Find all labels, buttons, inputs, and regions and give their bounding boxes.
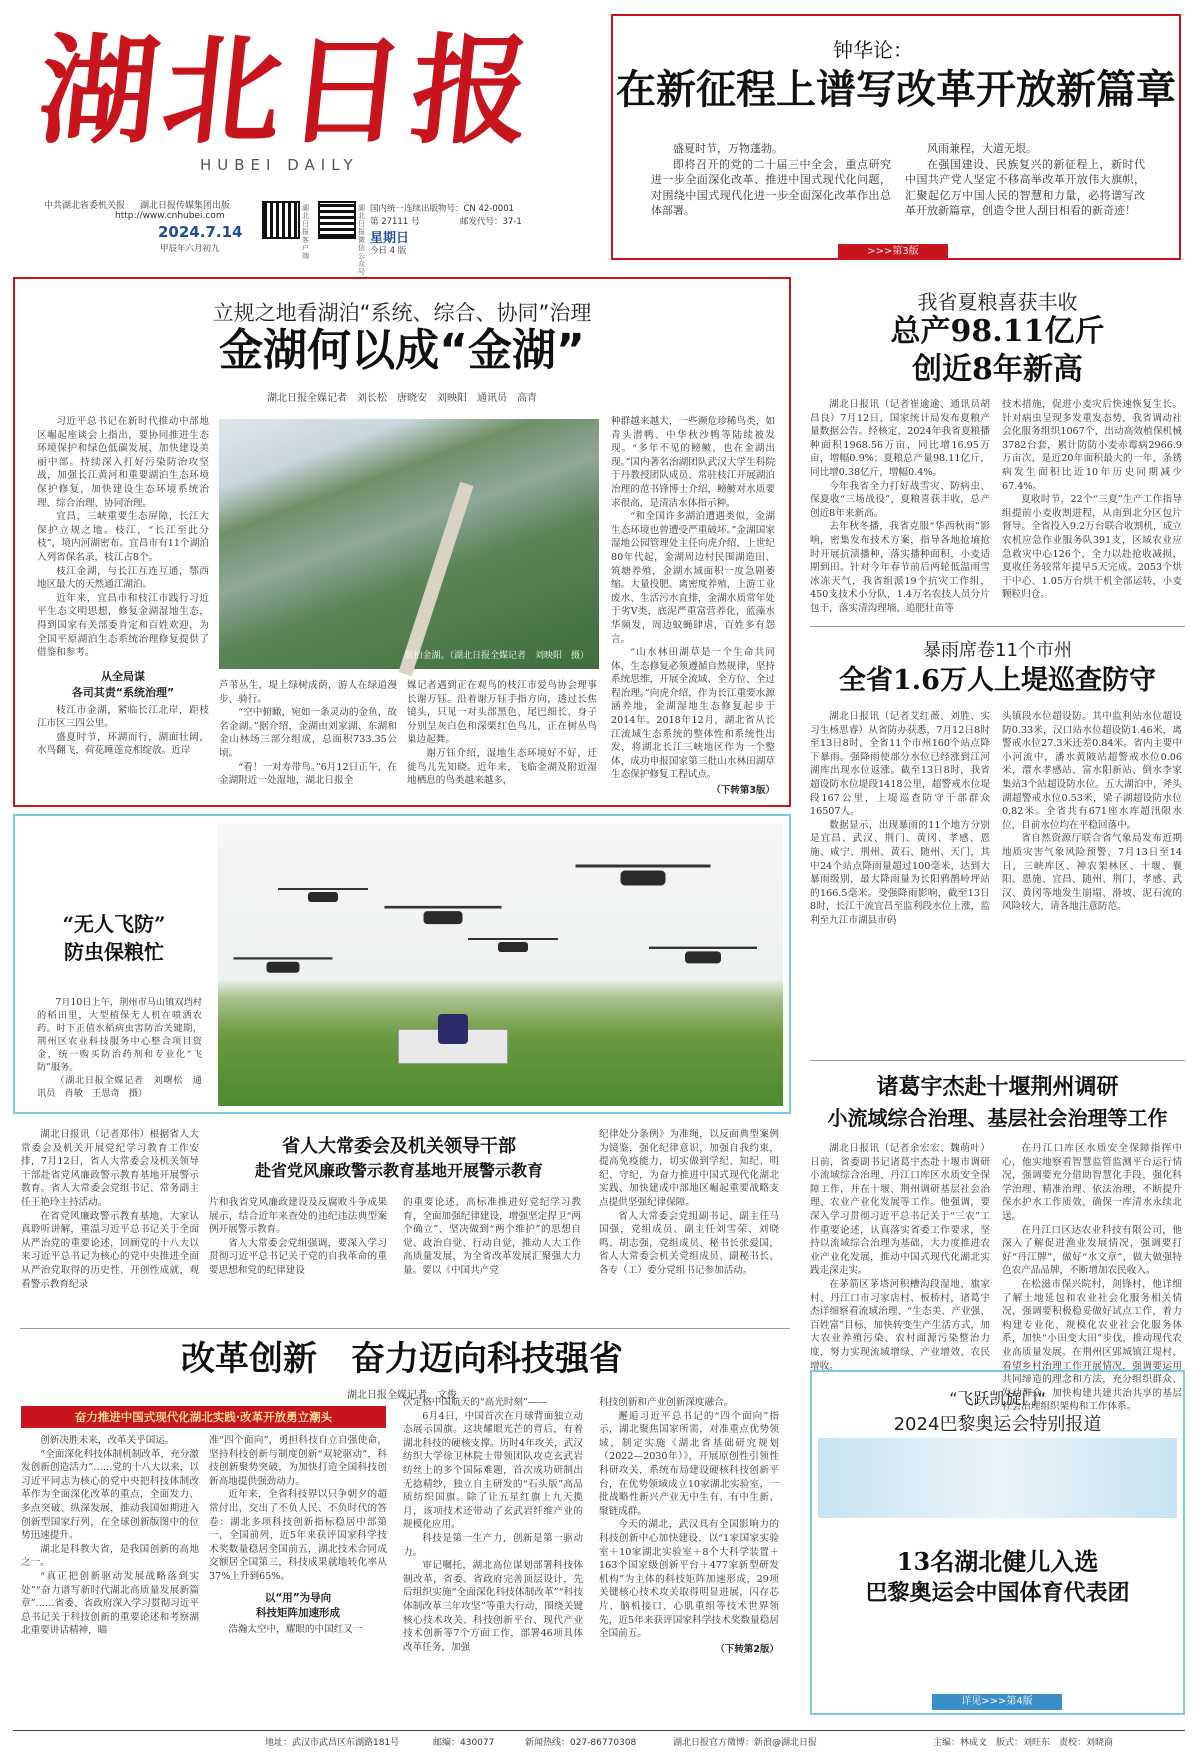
divider-npc-reform [20,1328,790,1329]
footer-editors: 主编：林成文 版式：刘旺东 责校：刘晓商 [933,1738,1114,1748]
lead-section-title: 各司其责“系统治理” [71,685,175,699]
lead-col1b-p1: 枝江市金湖，紧临长江北岸，距枝江市区三四公里。 [37,704,209,730]
divider-flood-zhuge [810,1060,1185,1061]
footer-weibo[interactable]: 湖北日报官方微博：新浪@湖北日报 [673,1738,818,1748]
reform-section-title: 科技矩阵加速形成 [256,1606,340,1619]
qr-label-app: 湖北日报客户端 [302,204,309,260]
lead-col4-p2: “和全国许多湖泊遭遇类似，金湖生态环境也曾遭受严重破坏。”金湖国家湿地公园管理处主任向虎介绍，上世纪80年代起，金湖周边村民围湖造田、筑塘养殖，金湖水域面积一度急剧萎缩。大量投肥、离密度养殖，上游工业废水、生活污水直排，金湖水质常年处于劣Ⅴ类，底泥严重富营养化，蓝藻水华频发，周边蚊蝇肆虐，百姓多有怨言。 [611,511,775,645]
lead-col2 [219,679,397,788]
grain-col1-p1: 湖北日报讯（记者崔逾逾、通讯员胡昌良）7月12日，国家统计局发布夏粮产量数据公告。经核定，2024年我省夏粮播种面积1968.56万亩，同比增16.95万亩，增幅0.9%；夏粮总产量98.11亿斤，同比增0.38亿斤，增幅0.4%。 [810,399,990,478]
reform-story [13,1334,791,1724]
flood-col2 [1002,710,1182,972]
reform-section-kicker: 以“用”为导向 [264,1591,332,1604]
npc-col1-p1: 湖北日报讯（记者郑伟）根据省人大常委会及机关开展党纪学习教育工作安排，7月12日，省人大常委会及机关领导干部赴省党风廉政警示教育基地开展警示教育。省人大常委会党组书记、常务副主任王艳玲主持活动。 [21,1129,199,1208]
zhuge-col1-p2: 在茅箭区茅塔河积槽沟段湿地、旗家村、丹江口市习家店村、板桥村，诸葛宇杰详细察看流域治理、“生态美、产业强、百姓富”目标，加快转变生产生活方式，加大农业养殖污染、农村面源污染整治力度，努力实现流域增绿、产业增效、农民增收。 [810,1278,990,1372]
grain-col1-p3: 去年秋冬播，我省克服“华西秋雨”影响，密集发布技术方案，指导各地抢墒抢时开展抗渍播种，落实播种面积，小麦适期到田。针对今年春节前后两轮低温雨雪冰冻天气，我省组派19个抗灾工作组，450支技术小分队，1.4万名农技人员分片包干，落实清沟理墒、追肥壮苗等 [810,521,990,614]
masthead-logo: 湖北日报 [32,21,544,160]
lead-section-kicker: 从全局谋 [101,669,145,683]
qr-code-wechat[interactable] [318,201,356,239]
npc-col3-p1: 的重要论述，高标准推进好党纪学习教育，全面加强纪律建设，增强坚定捍卫“两个确立”、坚决做到“两个维护”的思想自觉、政治自觉、行动自觉，推动人大工作高质量发展，为全省改革发展汇聚强大力量。要以《中国共产党 [403,1197,581,1276]
grain-story [810,286,1185,621]
reform-col1-p2: “全面深化科技体制机制改革，充分激发创新创造活力”……党的十八大以来，以习近平同志为核心的党中央把科技体制改革作为全面深化改革的重点，全面发力、多点突破、纵深发展，推动我国如期进入创新型国家行列，在全球创新版图中的位势迅速提升。 [21,1448,199,1542]
olympics-kicker1: “飞跃凯旋门” [949,1389,1046,1408]
drone-title2: 防虫保粮忙 [64,940,164,964]
drone-3 [385,901,502,930]
flood-col2-p2: 省自然资源厅联合省气象局发布近期地质灾害气象风险预警，7月13日至14日，三峡库区、神农架林区、十堰、襄阳、恩施、宜昌、随州、荆门、孝感、武汉、黄冈等地发生崩塌、滑坡、泥石流的风险较大，请各地注意防范。 [1002,833,1182,913]
lead-jump[interactable]: （下转第3版） [711,785,775,797]
reform-banner: 奋力推进中国式现代化湖北实践·改革开放勇立潮头 [21,1406,386,1428]
grain-col2 [1002,398,1182,618]
olympics-photo[interactable] [818,1438,1177,1518]
reform-col2-p1: 准“四个面向”，勇担科技自立自强使命，坚持科技创新与制度创新“双轮驱动”，科技创新聚势突破，为加快打造全国科技创新高地提供强劲动力。 [209,1435,387,1487]
reform-col2 [209,1434,387,1716]
reform-col1 [21,1434,199,1716]
drone-caption [37,996,202,1100]
npc-col2-p2: 省人大常委会党组强调，要深入学习贯彻习近平总书记关于党的自我革命的重要思想和党的纪律建设 [209,1237,387,1276]
zhuge-col1-p1: 湖北日报讯（记者余宏宏、魏萌叶）日前，省委副书记诸葛宇杰赴十堰市调研小流域综合治理、丹江口库区水质安全保障工作，并在十堰、荆州调研基层社会治理、农业产业化发展等工作。他强调，要深入学习贯彻习近平总书记关于“三农”工作重要论述，认真落实省委工作要求，坚持以流域综合治理为基础，大力度推进农业产业化发展，推动中国式现代化湖北实践走深走实。 [810,1143,990,1277]
flood-story [810,636,1185,1056]
grain-col2-p1: 技术措施，促进小麦灾后快速恢复生长。针对病虫呈现多发重发态势，我省调动社会化服务组织1067个，出动高效植保机械3782台套，累计防防小麦赤霉病2966.9万亩次，是近20年面积最大的一年，条锈病发生面积比近10年历史同期减少67.4%。 [1002,399,1182,492]
commentary-left-p2: 即将召开的党的二十届三中全会，重点研究进一步全面深化改革、推进中国式现代化问题，对围绕中国式现代化进一步全面深化改革作出总体部署。 [651,157,891,217]
zhuge-title2[interactable]: 小流域综合治理、基层社会治理等工作 [827,1106,1168,1130]
drone-caption-credit: （湖北日报全媒记者 刘曙松 通讯员 肖敏 王思奇 摄） [37,1075,202,1099]
lead-kicker: 立规之地看湖泊“系统、综合、协同”治理 [212,301,592,325]
grain-title1[interactable]: 总产98.11亿斤 [890,314,1105,349]
reform-col4-p3: 今天的湖北，武汉具有全国影响力的科技创新中心加快建设，以“1家国家实验室＋10家湖北实验室＋8个大科学装置＋163个国家级创新平台＋477家新型研发机构”为主体的科技矩阵加速形成，29项关键核心技术攻关取得明显进展，闪存芯片、脑机接口、心肌重组等技术世界领先，近5年来获评国家科学技术奖数量稳居全国前五。 [599,1519,779,1640]
reform-col1-p4: “真正把创新驱动发展战略落到实处”“奋力谱写新时代湖北高质量发展新篇章”……省委、省政府深入学习贯彻习近平总书记关于科技创新的重要论述和考察湖北重要讲话精神，瞄 [21,1570,199,1637]
npc-col3 [403,1196,581,1318]
zhuge-col2-p2: 在丹江口区达农业科技有限公司，他深入了解促进渔业发展情况，强调要打好“丹江牌”，做好“水文章”，做大做强特色农产品品牌，不断增加农民收入。 [1002,1224,1182,1277]
drone-5 [234,953,333,977]
masthead-issue: 第 27111 号 [370,217,420,227]
drone-photo-box [13,814,791,1114]
qr-label-wechat: 湖北日报微信公众号 [358,204,365,276]
reform-col4 [599,1396,779,1716]
drone-4 [468,934,558,956]
reform-col3-p4: 审记嘱托，湖北高位谋划部署科技体制改革，省委、省政府完善顶层设计，先后组织实施“全面深化科技体制改革”“科技体制改革三年攻坚”等重大行动，围绕关键核心技术攻关、科技创新平台、现代产业技术创新等7个方面工作，部署46项具体改革任务，加强 [403,1560,583,1653]
lead-col3-p2: 谢万钰介绍，湿地生态环境好不好，迁徙鸟儿先知晓。近年来，飞临金湖及附近湿地栖息的鸟类越来越多， [407,747,597,787]
drone-photo[interactable] [218,824,783,1106]
footer-rule [13,1730,1185,1731]
npc-col1-p2: 在省党风廉政警示教育基地，大家认真聆听讲解，重温习近平总书记关于全面从严治党的重要论述，回顾党的十八大以来习近平总书记为核心的党中央推进全面从严治党取得的历史性、开创性成就，观看警示教育纪录 [21,1210,199,1290]
drone-1 [576,859,711,892]
drone-operators [438,1014,468,1044]
lead-col4-p3: “山水林田湖草是一个生命共同体，生态修复必须遵循自然规律，坚持系统思维，开展全流域、全方位、全过程治理。”向虎介绍，作为长江重要水源涵养地，金湖湿地生态修复起步于2014年。2018年12月，湖北省从长江流域生态系统的整体性和系统性出发，将湖北长江三峡地区作为一个整体，成功申报国家第三批山水林田湖草生态保护修复工程试点。 [611,647,775,781]
lead-col3-p1: 媒记者遇到正在观鸟的枝江市爱鸟协会理事长谢万钰。沿着谢万钰手指方向，透过长焦镜头，只见一对头部黑色、尾巴细长、身子分别呈灰白色和深栗红色鸟儿，正在树丛鸟巢边起舞。 [407,680,597,746]
flood-kicker: 暴雨席卷11个市州 [923,640,1072,661]
masthead-logo-en: HUBEI DAILY [200,156,359,174]
lead-col4 [611,415,775,795]
grain-col1-p2: 今年我省全力打好战雪灾、防病虫、保夏收“三场战役”，夏粮喜获丰收，总产创近8年来新高。 [810,480,990,519]
reform-col4-p1: 科技创新和产业创新深度融合。 [599,1397,734,1408]
footer-phone: 新闻热线：027-86770308 [525,1738,637,1748]
lead-col3 [407,679,597,788]
zhuge-col1 [810,1142,990,1372]
npc-col4-p2: 省人大常委会党组副书记、副主任马国强，党组成员、副主任刘雪荣、刘晓鸣、胡志强，党组成员、秘书长张爱国，省人大常委会机关党组成员、副秘书长、各专（工）委分党组书记参加活动。 [599,1210,779,1276]
zhuge-col2-p3: 在松滋市保兴院村，剑锋村，他详细了解土地延包和农业社会化服务相关情况，强调要积极稳妥做好试点工作，着力构建专业化、规模化农业社会化服务体系，加快“小田变大田”步伐，推动现代农业高质量发展。在荆州区郢城镇江堤村，看望乡村治理工作开展情况，强调要运用共同缔造的理念和方法，充分组织群众、发动群众，加快构建共建共治共享的基层社会治理组织架构和工作体系。 [1002,1278,1182,1413]
commentary-left-p1: 盛夏时节，万物蓬勃。 [673,142,783,155]
divider-grain-flood [810,626,1185,627]
lead-photo-golden-lake[interactable] [219,419,599,669]
lead-col1 [37,415,209,758]
reform-col1-p1: 创新决胜未来，改革关乎国运。 [40,1435,175,1446]
npc-story [13,1120,791,1325]
zhuge-col2-p1: 在丹江口库区水质安全保障指挥中心，他实地察看智慧监管监测平台运行情况，强调要充分借助智慧化手段，强化科学治理、精准治理、依法治理，不断提升保水护水工作质效，确保一库清水永续北送。 [1002,1143,1182,1222]
masthead-pages: 今日 4 版 [370,246,407,256]
npc-col4-p1: 纪律处分条例》为准绳，以反面典型案例为镜鉴，强化纪律意识，加强自我约束，提高免疫能力，切实做到学纪、知纪、明纪、守纪，为奋力推进中国式现代化湖北实践、加快建成中部地区崛起重要战略支点提供坚强纪律保障。 [599,1129,779,1208]
flood-col1-p2: 数据显示，出现暴雨的11个地方分别是宜昌、武汉、荆门、黄冈、孝感、恩施、咸宁、荆州、黄石、随州、天门，其中24个站点降雨量超过100毫米，达到大暴雨级别，最大降雨量为长阳鸦鹊岭坪站的166.5毫米。受强降雨影响，截至13日8时，长江干流宜昌至监利段水位上涨，监利至九江市湖县市码 [810,819,990,926]
lead-byline: 湖北日报全媒记者 刘长松 唐晓安 刘映阳 通讯员 高青 [267,393,537,404]
lead-photo-caption: 航拍金湖。（湖北日报全媒记者 刘映阳 摄） [404,651,589,661]
lead-title[interactable]: 金湖何以成“金湖” [219,325,585,376]
footer-address: 地址：武汉市武昌区东湖路181号 [265,1738,400,1748]
grain-col1 [810,398,990,618]
footer-postcode: 邮编：430077 [433,1738,495,1748]
commentary-kicker: 钟华论： [833,38,913,62]
drone-title1: “无人飞防” [62,912,166,936]
reform-col1-p3: 湖北是科教大省，是我国创新的高地之一。 [21,1543,199,1569]
lead-col1-p1: 习近平总书记在新时代推动中部地区崛起座谈会上指出，要协同推进生态环境保护和绿色低碳发展，加快建设美丽中部。持续深入打好污染防治攻坚战，加强长江黄河和重要湖泊生态环境保护修复，加快建设生态环境系统治理、综合治理、协同治理。 [37,416,209,509]
npc-col2-p1: 片和我省党风廉政建设及反腐败斗争成果展示，结合近年来查处的违纪违法典型案例开展警示教育。 [209,1197,387,1236]
lead-story-box [13,277,791,807]
lead-col4-p1: 种群越来越大，一些濒危珍稀鸟类，如青头潜鸭、中华秋沙鸭等陆续被发现。“多年不见的鳑鲏，也在金湖出现。”国内著名治湖团队武汉大学生科院于丹教授团队成员、常驻枝江开展湖泊治理的范书锋博士介绍，鳑鲏对水质要求很高，是清洁水体指示种。 [611,416,775,509]
drone-6 [649,942,757,968]
lead-col2-p3: “看！一对寿带鸟。”6月12日正午，在金湖附近一处湿地，湖北日报全 [219,761,397,787]
lead-col1b-p2: 盛夏时节，环湖而行，湖面壮阔，水鸟翻飞，荷花睡莲竞相绽放。近岸 [37,731,209,757]
flood-col1 [810,710,990,972]
masthead-date: 2024.7.14 [158,223,243,241]
grain-kicker: 我省夏粮喜获丰收 [917,290,1078,314]
footer [13,1735,1185,1749]
commentary-right-p1: 风雨兼程，大道无垠。 [927,142,1037,155]
zhuge-title1[interactable]: 诸葛宇杰赴十堰荆州调研 [876,1074,1119,1100]
qr-code-app[interactable] [262,201,300,239]
masthead-weekday: 星期日 [370,231,410,246]
commentary-box [611,14,1181,260]
npc-title1[interactable]: 省人大常委会及机关领导干部 [282,1136,516,1157]
reform-col2b-p1: 浩瀚太空中，耀眼的中国红又一 [228,1623,363,1635]
masthead-url[interactable]: http://www.cnhubei.com [115,211,225,221]
masthead-postal: 邮发代号：37-1 [460,217,522,227]
flood-title[interactable]: 全省1.6万人上堤巡查防守 [839,665,1156,696]
flood-col2-p1: 头镇段水位超设防。其中监利站水位超设防0.33米，汉口站水位超设防1.46米，离警戒水位27.3米还差0.84米。省内主要中小河流中，潘水黄陂站超警戒水位0.06米，澴水孝感站、富水阳新站、倒水李家集站3个站超设防水位。五大湖泊中，斧头湖超警戒水位0.53米，梁子湖超设防水位0.82米。全省共有671座水库超汛限水位，目前水位均在平稳回落中。 [1002,711,1182,831]
reform-byline: 湖北日报全媒记者 文俊 [347,1390,457,1401]
zhuge-col2 [1002,1142,1182,1413]
lead-col2-p1: 芦苇丛生，堤上绿树成荫，游人在绿道漫步、骑行。 [219,680,397,705]
commentary-left [651,141,891,219]
reform-col3 [403,1396,583,1716]
npc-col2 [209,1196,387,1318]
masthead-issn: 国内统一连续出版物号：CN 42-0001 [370,204,515,214]
commentary-title[interactable]: 在新征程上谱写改革开放新篇章 [616,67,1176,113]
reform-col3-p2: 6月4日，中国首次在月球背面独立动态展示国旗。这块耀眼光芒的背后，有着湖北科技的硬核支撑。历时4年攻关，武汉纺织大学徐卫林院士带领团队攻克玄武岩纺丝上的多个国际难题，首次成功研制出无捻精纱，独立自主研发的“石头版”高品质纺织国旗。除了让五星红旗上九天揽月，该项技术还带动了玄武岩纤维产业的规模化应用。 [403,1410,583,1531]
commentary-jump[interactable]: >>>第3版 [838,244,948,260]
reform-title[interactable]: 改革创新 奋力迈向科技强省 [181,1339,623,1379]
grain-col2-p2: 夏收时节，22个“三夏”生产工作指导组提前小麦收割进程，从南到北分区包片督导。全省投入9.2万台联合收割机，成立农机应急作业服务队391支，区域农业应急救灾中心126个，全力以赴抢收减损，夏收任务较常年提早5天完成。2053个烘干中心、1.05万台烘干机全部运转，小麦颗粒归仓。 [1002,494,1182,601]
olympics-box [810,1370,1185,1715]
drone-2 [278,884,368,906]
reform-col3-p3: 科技是第一生产力，创新是第一驱动力。 [403,1532,583,1558]
commentary-right-p2: 在强国建设、民族复兴的新征程上，新时代中国共产党人坚定不移高举改革开放伟大旗帜，汇聚起亿万中国人民的智慧和力量，必将谱写改革开放新篇章，创造令世人刮目相看的新奇迹！ [905,157,1145,217]
lead-col1-p2: 宜昌，三峡重要生态屏障，长江大保护立规之地。枝江，“长江至此分枝”，境内河湖密布。宜昌市有11个湖泊入列省保名录，枝江占8个。 [37,511,209,563]
olympics-title2[interactable]: 巴黎奥运会中国体育代表团 [865,1580,1130,1606]
masthead-lunar: 甲辰年六月初九 [160,244,220,254]
drone-caption-text: 7月10日上午，荆州市马山镇双垱村的稻田里，大型植保无人机在喷洒农药。时下正值水稻病虫害防治关键期，荆州区农业科技服务中心整合项目资金，统一购买防治药剂和专业化“飞防”服务。 [37,997,202,1073]
masthead-org1: 中共湖北省委机关报 [44,201,126,211]
olympics-title1[interactable]: 13名湖北健儿入选 [896,1547,1099,1576]
reform-col2-p2: 近年来，全省科技界以只争朝夕的超常付出，交出了不负人民、不负时代的答卷：湖北多项科技创新指标稳居中部第一，全国前列，近5年来获评国家科学技术奖数量稳居全国前五，湖北技术合同成交额居全国第三，科技成果就地转化率从37%上升到65%。 [209,1489,387,1582]
lead-col1-p4: 近年来，宜昌市和枝江市践行习近平生态文明思想，修复金湖湿地生态，得到国家有关部委肯定和百姓欢迎，为全国平原湖泊生态系统治理修复提供了借鉴和参考。 [37,592,209,659]
npc-title2[interactable]: 赴省党风廉政警示教育基地开展警示教育 [254,1161,543,1180]
npc-col1 [21,1128,199,1318]
masthead [32,18,544,276]
reform-jump[interactable]: （下转第2版） [715,1643,779,1655]
flood-col1-p1: 湖北日报讯（记者艾红薇、刘胜、实习生杨思睿）从省防办获悉，7月12日8时至13日8时，全省11个市州160个站点降下暴雨。强降雨使部分水位已经涨到江河湖库出现水位返涨。截至13日8时，我省超设防水位堤段1418公里，超警戒水位堤段167公里，上堤巡查防守干部群众16507人。 [810,711,990,818]
grain-title2[interactable]: 创近8年新高 [912,352,1083,387]
olympics-kicker2: 2024巴黎奥运会特别报道 [893,1414,1102,1435]
masthead-org2: 湖北日报传媒集团出版 [140,201,231,211]
reform-col3-p1: 次定格中国航天的“高光时刻”—— [403,1397,548,1408]
reform-col4-p2: 邂逅习近平总书记的“四个面向”指示，湖北聚焦国家所需，对准重点优势领域，制定实施《湖北省基础研究规划（2022—2030年）》，开展原创性引领性科研攻关，系统布局建设硬核科技创新平台，在优势领域成立10家湖北实验室，一批战略性新兴产业无中生有、有中生新、聚链成群。 [599,1410,779,1517]
olympics-jump[interactable]: 详见>>>第4版 [932,1694,1062,1710]
lead-col1-p3: 枝江金湖，与长江互连互通，鄂西地区最大的天然通江湖泊。 [37,565,209,591]
commentary-right [905,141,1145,219]
npc-col4 [599,1128,779,1318]
lead-col2-p2: “空中俯瞰，宛如一条灵动的金鱼，故名金湖。”据介绍，金湖由刘家湖、东湖和金山林场三部分组成，总面积733.35公顷。 [219,707,397,759]
